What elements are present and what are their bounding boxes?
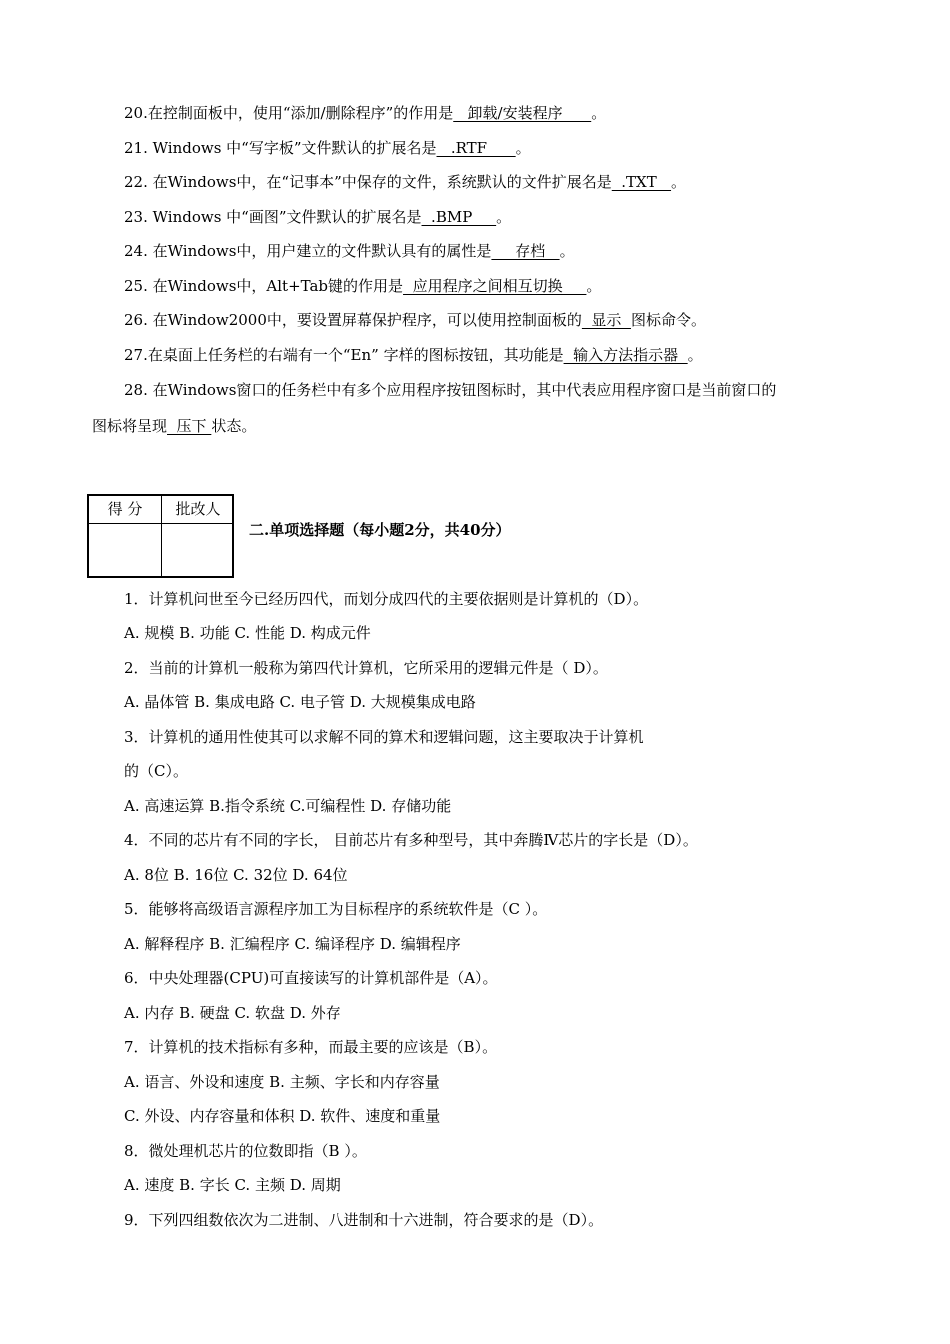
question-suffix: 。 <box>687 346 703 364</box>
question-suffix: 。 <box>496 208 512 226</box>
question-25 <box>124 276 601 296</box>
question-suffix: 。 <box>559 242 575 260</box>
score-table <box>87 494 234 578</box>
mc-options: A. 晶体管 B. 集成电路 C. 电子管 D. 大规模集成电路 <box>124 693 476 711</box>
answer-blank: 存档 <box>491 242 560 260</box>
question-27 <box>124 345 703 365</box>
mc-line: 7．计算机的技术指标有多种，而最主要的应该是（B）。 <box>124 1038 498 1056</box>
answer-blank: 卸载/安装程序 <box>453 104 592 122</box>
question-21 <box>124 138 531 158</box>
question-text: 26. 在Window2000中，要设置屏幕保护程序，可以使用控制面板的 <box>124 311 582 329</box>
mc-line: 1．计算机问世至今已经历四代，而划分成四代的主要依据则是计算机的（D）。 <box>124 590 649 608</box>
question-text: 24. 在Windows中，用户建立的文件默认具有的属性是 <box>124 242 492 260</box>
score-label: 得 分 <box>89 496 162 524</box>
score-cell <box>89 524 162 578</box>
section-title: 二.单项选择题（每小题2分，共40分） <box>249 521 511 539</box>
answer-blank: .RTF <box>436 139 516 157</box>
answer-blank: .BMP <box>421 208 497 226</box>
question-text: 20.在控制面板中，使用“添加/删除程序”的作用是 <box>124 104 454 122</box>
question-suffix: 。 <box>591 104 607 122</box>
question-text: 23. Windows 中“画图”文件默认的扩展名是 <box>124 208 422 226</box>
question-suffix: 。 <box>671 173 687 191</box>
question-24 <box>124 241 575 261</box>
mc-options: A. 内存 B. 硬盘 C. 软盘 D. 外存 <box>124 1004 341 1022</box>
question-text: 27.在桌面上任务栏的右端有一个“En” 字样的图标按钮，其功能是 <box>124 346 564 364</box>
mc-options: A. 8位 B. 16位 C. 32位 D. 64位 <box>124 866 348 884</box>
question-suffix: 状态。 <box>211 417 257 435</box>
question-20 <box>124 103 606 123</box>
question-22 <box>124 172 686 192</box>
answer-blank: .TXT <box>611 173 672 191</box>
mc-options: A. 高速运算 B.指令系统 C.可编程性 D. 存储功能 <box>124 797 452 815</box>
mc-options: A. 语言、外设和速度 B. 主频、字长和内存容量 <box>124 1073 440 1091</box>
answer-blank: 输入方法指示器 <box>563 346 688 364</box>
mc-line: 3．计算机的通用性使其可以求解不同的算术和逻辑问题，这主要取决于计算机 <box>124 728 644 746</box>
question-23 <box>124 207 511 227</box>
mc-line: 5．能够将高级语言源程序加工为目标程序的系统软件是（C ）。 <box>124 900 548 918</box>
mc-options: C. 外设、内存容量和体积 D. 软件、速度和重量 <box>124 1107 441 1125</box>
grader-cell <box>162 524 234 578</box>
mc-line: 9．下列四组数依次为二进制、八进制和十六进制，符合要求的是（D）。 <box>124 1211 604 1229</box>
mc-line: 的（C）。 <box>124 762 188 780</box>
question-text: 25. 在Windows中，Alt+Tab键的作用是 <box>124 277 404 295</box>
grader-label: 批改人 <box>162 496 234 524</box>
mc-line: 8．微处理机芯片的位数即指（B ）。 <box>124 1142 367 1160</box>
question-text: 22. 在Windows中，在“记事本”中保存的文件，系统默认的文件扩展名是 <box>124 173 612 191</box>
question-text: 图标将呈现 <box>92 417 168 435</box>
mc-options: A. 速度 B. 字长 C. 主频 D. 周期 <box>124 1176 341 1194</box>
answer-blank: 压下 <box>167 417 212 435</box>
mc-options: A. 解释程序 B. 汇编程序 C. 编译程序 D. 编辑程序 <box>124 935 461 953</box>
question-text: 28. 在Windows窗口的任务栏中有多个应用程序按钮图标时，其中代表应用程序窗口是当前窗口的 <box>124 381 777 399</box>
question-28-line2 <box>92 416 256 436</box>
mc-line: 4．不同的芯片有不同的字长， 目前芯片有多种型号，其中奔腾Ⅳ芯片的字长是（D）。 <box>124 831 698 849</box>
answer-blank: 应用程序之间相互切换 <box>403 277 587 295</box>
mc-line: 2．当前的计算机一般称为第四代计算机，它所采用的逻辑元件是（ D）。 <box>124 659 608 677</box>
mc-options: A. 规模 B. 功能 C. 性能 D. 构成元件 <box>124 624 371 642</box>
answer-blank: 显示 <box>581 311 631 329</box>
question-28-line1 <box>124 380 776 400</box>
question-text: 21. Windows 中“写字板”文件默认的扩展名是 <box>124 139 437 157</box>
question-26 <box>124 310 706 330</box>
mc-line: 6．中央处理器(CPU)可直接读写的计算机部件是（A）。 <box>124 969 498 987</box>
question-suffix: 图标命令。 <box>630 311 706 329</box>
question-suffix: 。 <box>515 139 531 157</box>
question-suffix: 。 <box>586 277 602 295</box>
